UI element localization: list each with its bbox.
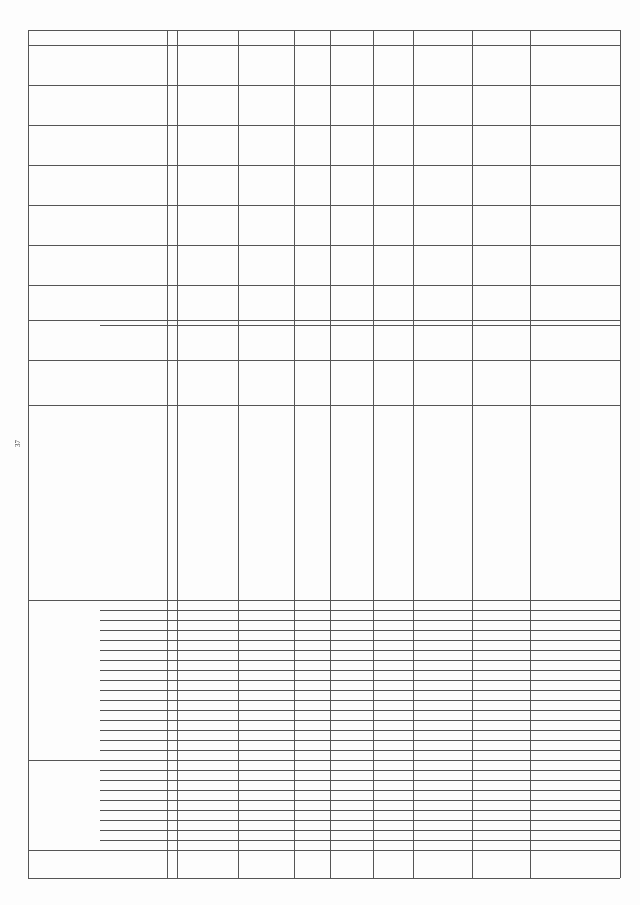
code-column-line xyxy=(100,740,620,741)
code-column-line xyxy=(100,670,620,671)
table-border-top xyxy=(28,30,620,31)
row-divider xyxy=(620,30,621,878)
code-column-line xyxy=(100,810,620,811)
code-column-line xyxy=(100,640,620,641)
table-border-left xyxy=(28,30,29,878)
code-column-line xyxy=(100,790,620,791)
code-column-line xyxy=(100,850,620,851)
code-column-line xyxy=(100,680,620,681)
code-column-line xyxy=(100,620,620,621)
page-number: 37 xyxy=(14,440,22,447)
code-column-line xyxy=(100,600,620,601)
year-column-line xyxy=(100,285,620,286)
column-divider xyxy=(28,360,620,361)
column-divider xyxy=(28,405,620,406)
code-column-line xyxy=(100,770,620,771)
code-column-line xyxy=(100,700,620,701)
column-divider xyxy=(28,320,620,321)
code-column-line xyxy=(100,840,620,841)
code-column-line xyxy=(100,610,620,611)
year-column-line xyxy=(100,125,620,126)
code-column-line xyxy=(100,660,620,661)
code-column-line xyxy=(100,720,620,721)
year-column-line xyxy=(100,165,620,166)
code-column-line xyxy=(100,780,620,781)
code-column-line xyxy=(100,820,620,821)
code-column-line xyxy=(100,730,620,731)
table-border-bottom xyxy=(28,878,620,879)
year-column-line xyxy=(100,245,620,246)
code-column-line xyxy=(100,830,620,831)
code-column-line xyxy=(100,760,620,761)
code-column-line xyxy=(100,800,620,801)
year-column-line xyxy=(100,325,620,326)
code-column-line xyxy=(100,630,620,631)
code-column-line xyxy=(100,650,620,651)
column-divider xyxy=(28,85,620,86)
code-column-line xyxy=(100,710,620,711)
code-column-line xyxy=(100,750,620,751)
code-column-line xyxy=(100,690,620,691)
year-column-line xyxy=(100,205,620,206)
column-divider xyxy=(28,45,620,46)
